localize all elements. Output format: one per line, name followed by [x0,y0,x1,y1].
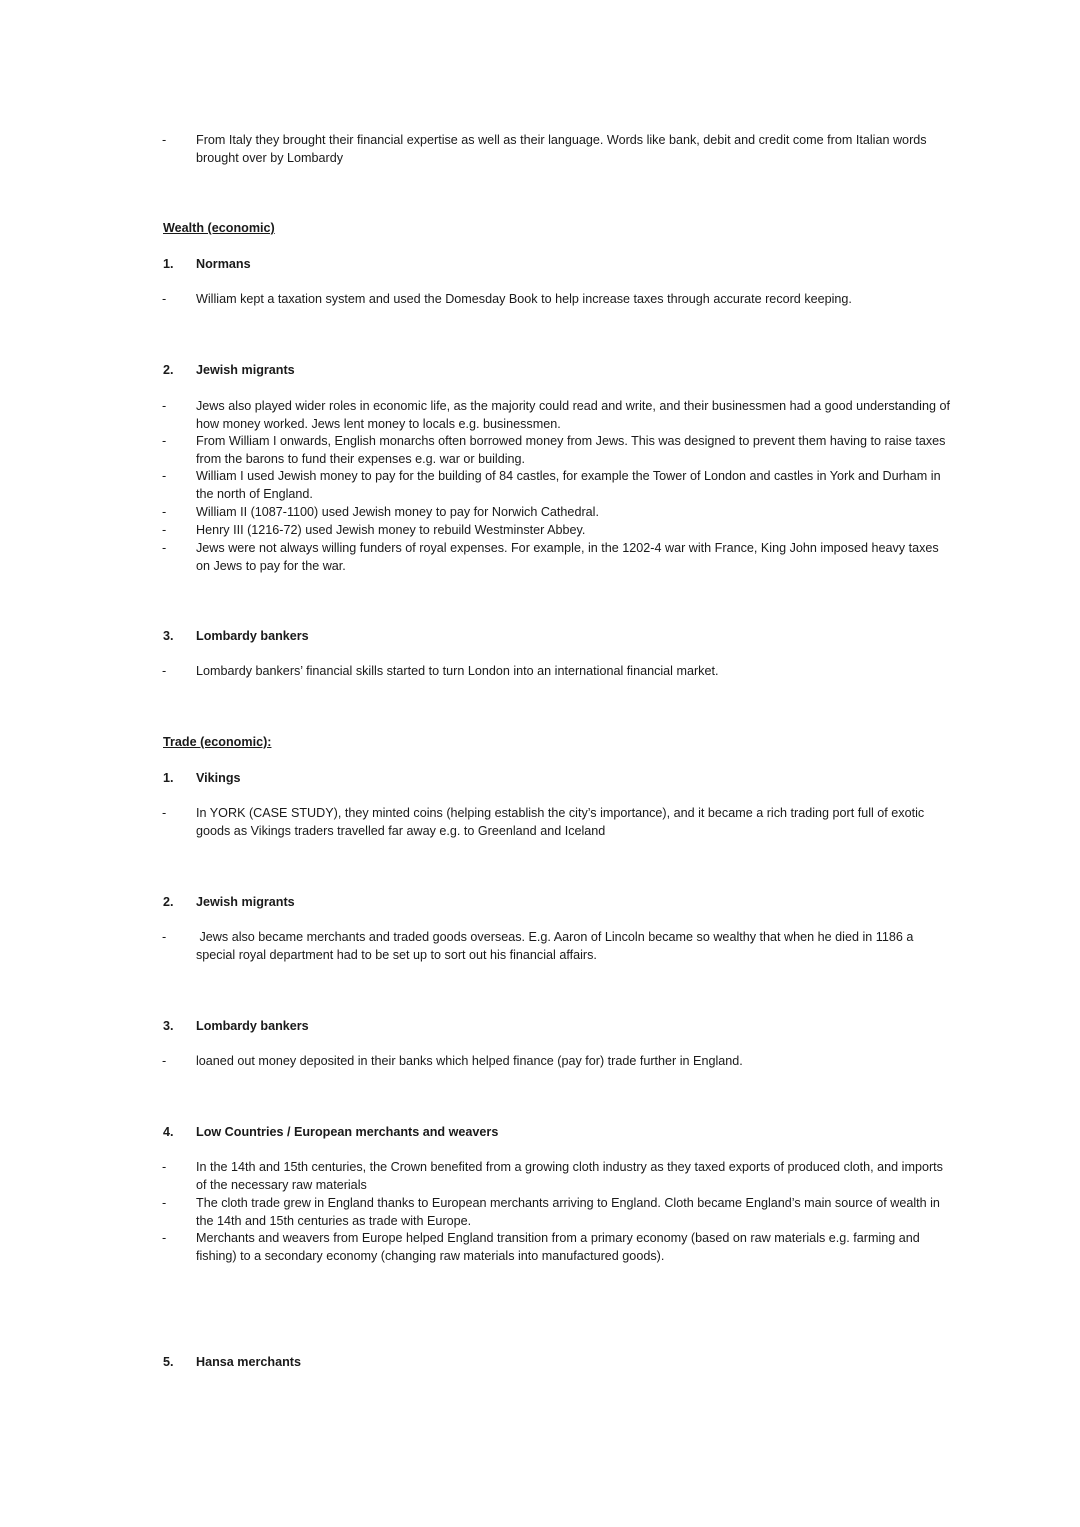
bullet-text: Jews also played wider roles in economic life, as the majority could read and write, and their businessmen had a good understanding of how money worked. Jews lent money to locals e.g. businessmen. [196,399,950,431]
bullet-dash: - [162,399,167,413]
list-number: 1. [163,257,174,271]
section-heading-trade: Trade (economic): [163,735,272,749]
subheading-jewish-migrants: Jewish migrants [196,895,295,909]
subheading-hansa-merchants: Hansa merchants [196,1355,301,1369]
bullet-dash: - [162,930,167,944]
bullet-dash: - [162,541,167,555]
bullet-text: In the 14th and 15th centuries, the Crown benefited from a growing cloth industry as they taxed exports of produced cloth, and imports of the necessary raw materials [196,1160,943,1192]
bullet-text: Jews were not always willing funders of royal expenses. For example, in the 1202-4 war with France, King John imposed heavy taxes on Jews to pay for the war. [196,541,939,573]
intro-paragraph: From Italy they brought their financial expertise as well as their language. Words like bank, debit and credit come from Italian words brought over by Lombardy [196,133,927,165]
bullet-dash: - [162,1231,167,1245]
bullet-text: The cloth trade grew in England thanks to European merchants arriving to England. Cloth became England’s main source of wealth in the 14th and 15th centuries as trade with Europe. [196,1196,940,1228]
bullet-text: In YORK (CASE STUDY), they minted coins (helping establish the city’s importance), and it became a rich trading port full of exotic goods as Vikings traders travelled far away e.g. to Greenland and Iceland [196,806,925,838]
bullet-text: William kept a taxation system and used the Domesday Book to help increase taxes through accurate record keeping. [196,292,852,306]
list-number: 3. [163,629,174,643]
bullet-text: Henry III (1216-72) used Jewish money to rebuild Westminster Abbey. [196,523,586,537]
bullet-dash: - [162,133,167,147]
bullet-dash: - [162,664,167,678]
subheading-lombardy-bankers: Lombardy bankers [196,1019,309,1033]
subheading-vikings: Vikings [196,771,241,785]
bullet-dash: - [162,523,167,537]
bullet-dash: - [162,1160,167,1174]
bullet-dash: - [162,469,167,483]
bullet-text: Merchants and weavers from Europe helped England transition from a primary economy (based on raw materials e.g. farming and fishing) to a secondary economy (changing raw materials into manufactured goods). [196,1231,920,1263]
bullet-dash: - [162,806,167,820]
bullet-dash: - [162,505,167,519]
bullet-text: William I used Jewish money to pay for the building of 84 castles, for example the Tower of London and castles in York and Durham in the north of England. [196,469,941,501]
bullet-text: Jews also became merchants and traded goods overseas. E.g. Aaron of Lincoln became so wealthy that when he died in 1186 a special royal department had to be set up to sort out his financial affairs. [196,930,917,962]
subheading-jewish-migrants: Jewish migrants [196,363,295,377]
bullet-text: William II (1087-1100) used Jewish money to pay for Norwich Cathedral. [196,505,599,519]
list-number: 2. [163,363,174,377]
bullet-text: loaned out money deposited in their banks which helped finance (pay for) trade further in England. [196,1054,743,1068]
bullet-dash: - [162,1196,167,1210]
bullet-dash: - [162,1054,167,1068]
list-number: 4. [163,1125,174,1139]
bullet-text: From William I onwards, English monarchs often borrowed money from Jews. This was designed to prevent them having to raise taxes from the barons to fund their expenses e.g. war or building. [196,434,946,466]
bullet-text: Lombardy bankers’ financial skills started to turn London into an international financial market. [196,664,719,678]
subheading-lombardy-bankers: Lombardy bankers [196,629,309,643]
list-number: 5. [163,1355,174,1369]
section-heading-wealth: Wealth (economic) [163,221,275,235]
list-number: 1. [163,771,174,785]
list-number: 2. [163,895,174,909]
bullet-dash: - [162,434,167,448]
subheading-normans: Normans [196,257,251,271]
subheading-low-countries: Low Countries / European merchants and weavers [196,1125,499,1139]
bullet-dash: - [162,292,167,306]
list-number: 3. [163,1019,174,1033]
